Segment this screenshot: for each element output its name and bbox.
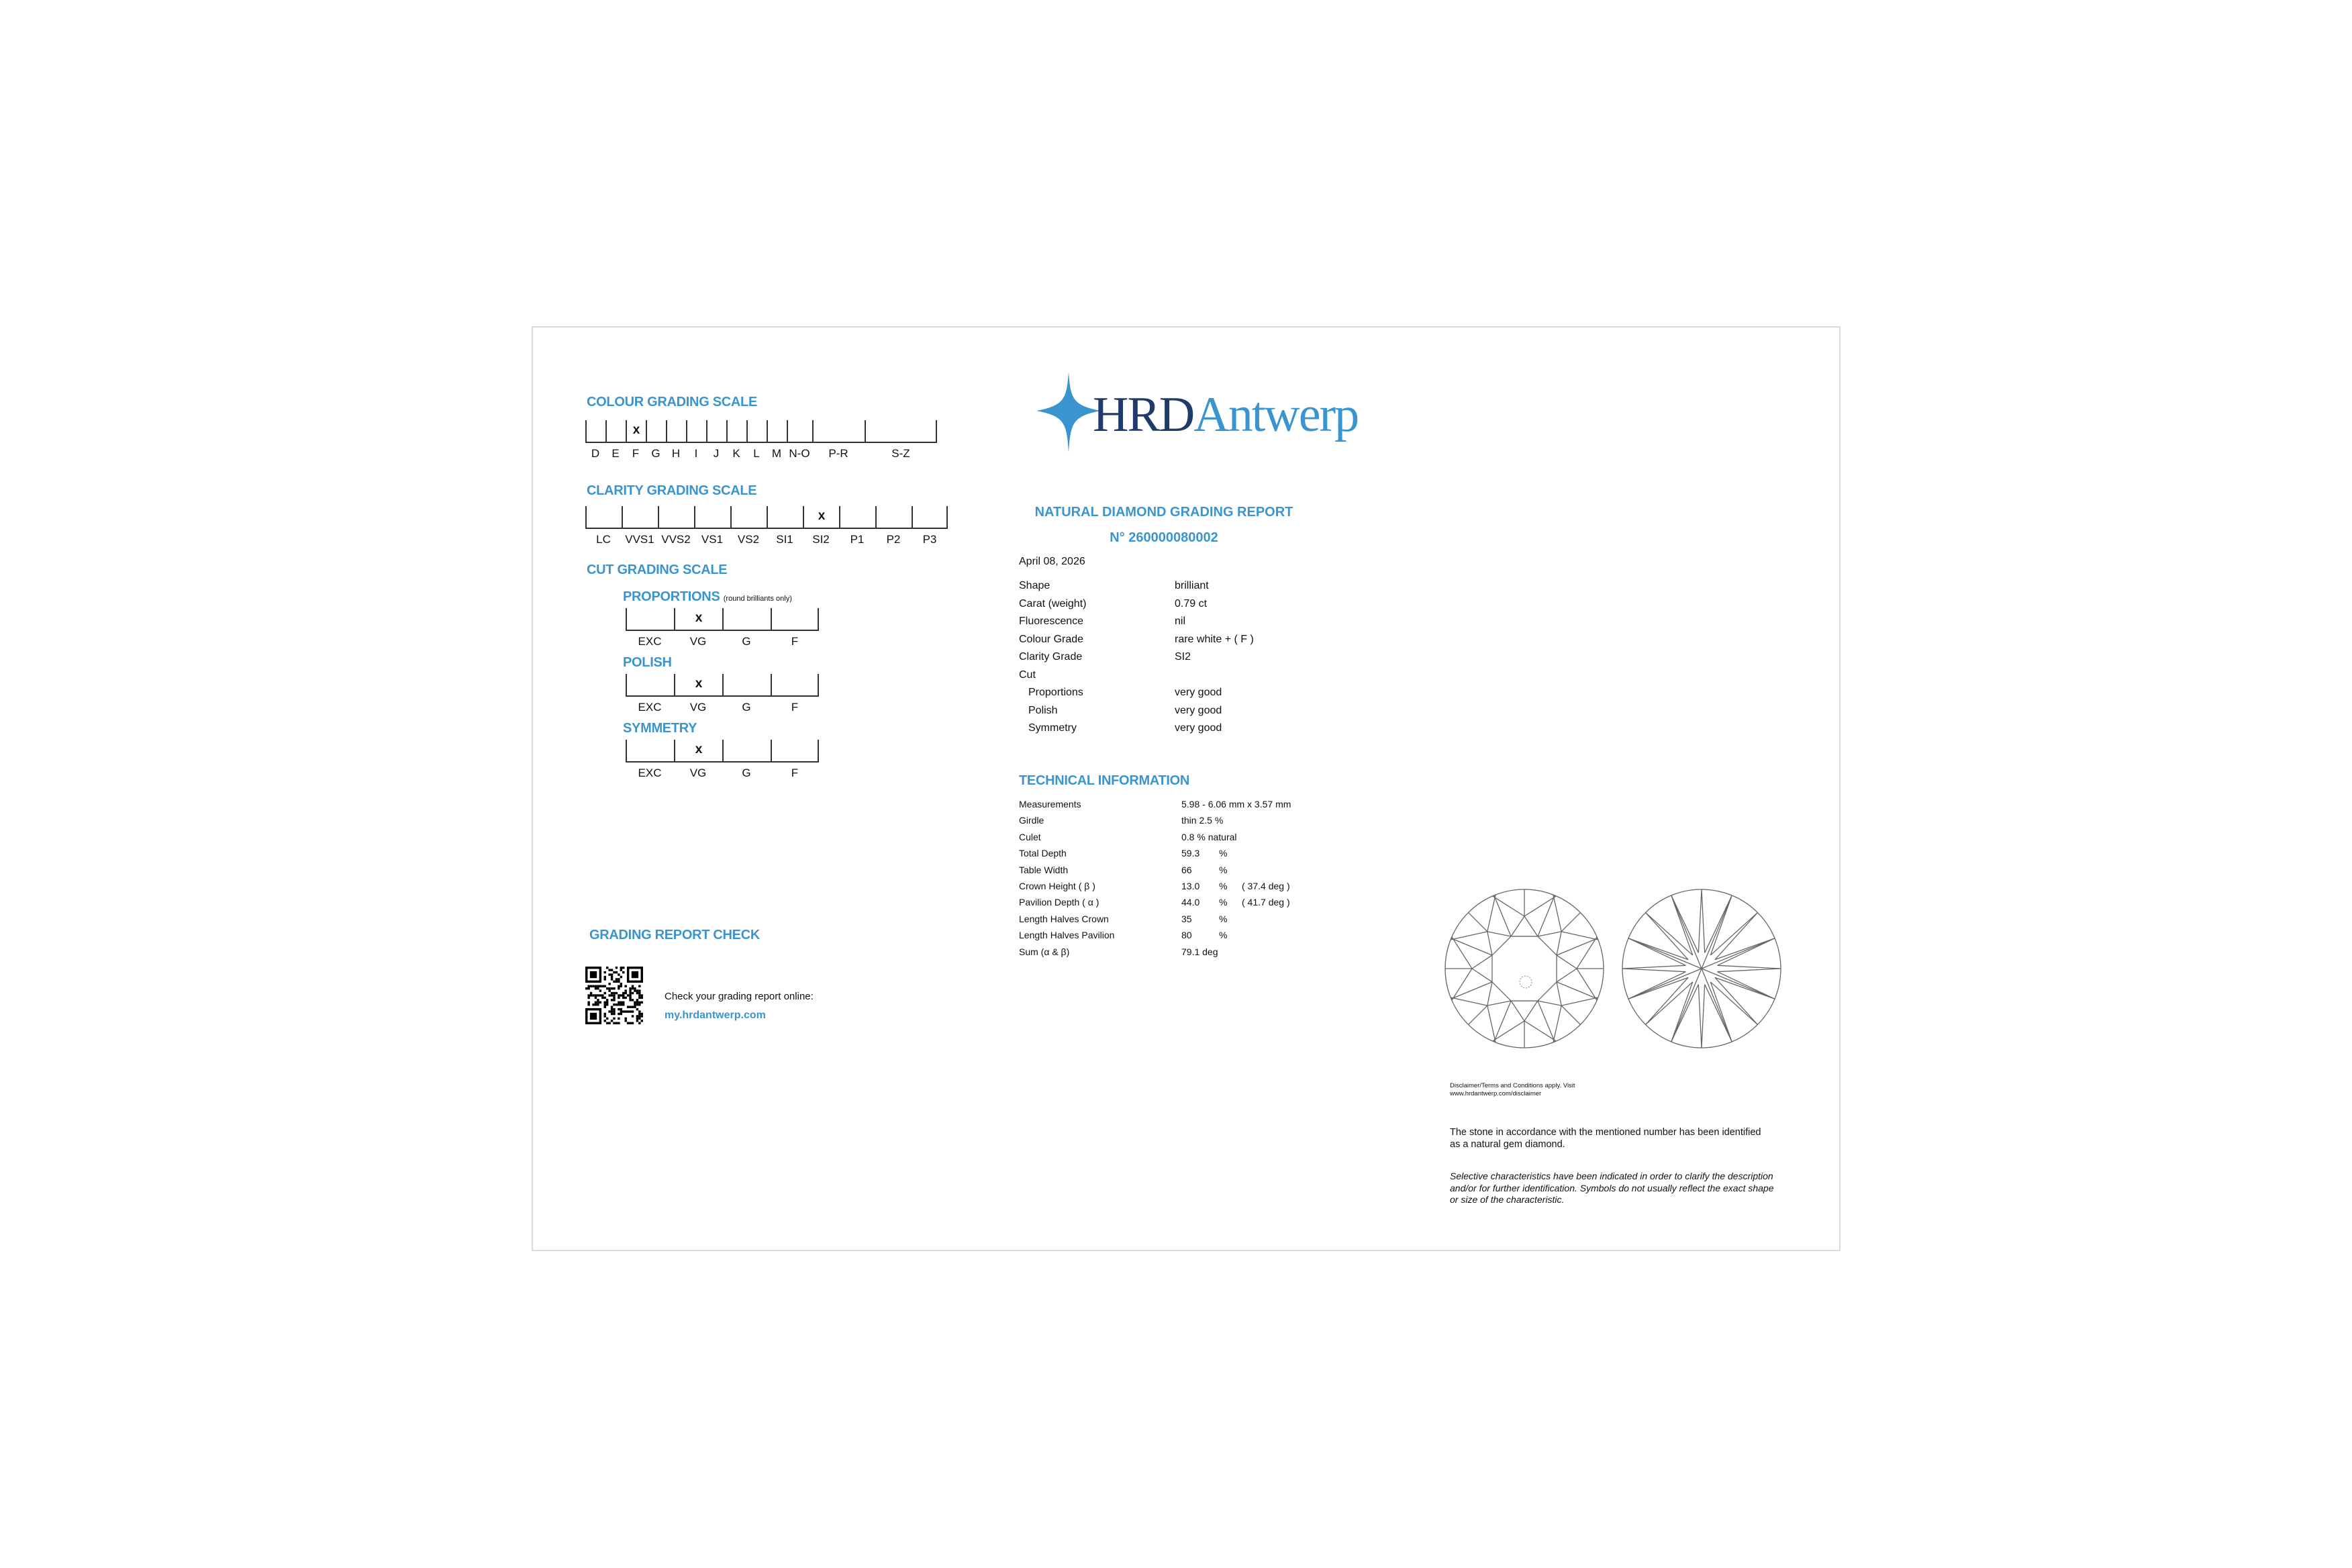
symmetry-scale [626,740,819,780]
report-row-value: nil [1175,616,1186,627]
scale-label-vs2: VS2 [737,533,760,546]
scale-label-vvs1: VVS1 [625,533,654,546]
scale-label-f: F [791,635,799,648]
scale-label-lc: LC [596,533,611,546]
report-row-value: SI2 [1175,651,1191,663]
technical-row [1019,878,1341,894]
proportions-scale [626,608,819,648]
star-logo-icon [1028,372,1102,452]
polish-scale [626,674,819,714]
scale-cell-f [771,740,819,761]
report-row-label: Shape [1019,580,1050,591]
technical-row-label: Pavilion Depth ( α ) [1019,897,1099,908]
scale-cell-g [646,420,666,442]
scale-label-j: J [713,447,720,460]
scale-label-p-r: P-R [828,447,848,460]
scale-mark: x [818,509,826,523]
scale-labels [585,443,937,460]
scale-cell-d [585,420,605,442]
symmetry-title: SYMMETRY [623,721,697,736]
technical-row-value: thin 2.5 % [1181,815,1224,826]
scale-boxes [585,420,937,443]
scale-label-g: G [742,701,751,714]
scale-label-f: F [632,447,640,460]
proportions-label: PROPORTIONS [623,589,720,604]
scale-label-k: K [732,447,740,460]
report-number: N° 260000080002 [1110,530,1218,545]
technical-row [1019,829,1341,845]
characteristics-note: Selective characteristics have been indicated in order to clarify the description and/or for further identification. Symbols do not usually reflect the exact shape or size of the characteristic. [1450,1171,1774,1205]
hrd-antwerp-logo [1028,372,1377,452]
scale-cell-m [767,420,787,442]
scale-label-s-z: S-Z [891,447,910,460]
scale-cell-p2 [875,506,912,528]
scale-cell-e [605,420,626,442]
report-details [1019,577,1287,738]
scale-label-g: G [742,767,751,779]
clarity-scale-title: CLARITY GRADING SCALE [587,483,757,498]
scale-cell-s-z [865,420,937,442]
report-row-label: Clarity Grade [1019,651,1083,663]
scale-labels [585,529,948,546]
technical-row-label: Length Halves Crown [1019,913,1109,924]
technical-row [1019,845,1341,861]
cut-scale-title: CUT GRADING SCALE [587,562,728,577]
check-online-text: Check your grading report online: [665,991,814,1002]
technical-row-label: Total Depth [1019,848,1067,859]
scale-cell-exc [626,608,674,630]
technical-row-value: 0.8 % natural [1181,831,1237,842]
scale-cell-g [722,740,771,761]
technical-row-label: Culet [1019,831,1041,842]
proportions-note: (round brilliants only) [723,595,792,603]
check-online-link[interactable]: my.hrdantwerp.com [665,1010,766,1021]
report-date: April 08, 2026 [1019,556,1085,567]
technical-row-value: 5.98 - 6.06 mm x 3.57 mm [1181,799,1291,810]
scale-cell-vg [674,608,722,630]
scale-cell-f [771,674,819,695]
report-row-label: Symmetry [1028,722,1077,734]
report-row [1019,613,1287,631]
scale-boxes [626,740,819,763]
scale-cell-l [746,420,767,442]
scale-label-l: L [753,447,760,460]
report-row [1019,667,1287,685]
report-row-value: brilliant [1175,580,1209,591]
report-row [1019,577,1287,595]
technical-details [1019,796,1341,960]
scale-label-vg: VG [689,701,707,714]
technical-row-value: 35 [1181,913,1192,924]
scale-label-vg: VG [689,635,707,648]
technical-row [1019,796,1341,812]
technical-row-value: 44.0 [1181,897,1200,908]
report-row-value: rare white + ( F ) [1175,633,1254,645]
scale-labels [626,631,819,648]
scale-label-d: D [591,447,600,460]
scale-cell-vg [674,674,722,695]
technical-row-value: 79.1 deg [1181,946,1218,957]
scale-label-i: I [694,447,698,460]
proportions-title [623,589,792,605]
report-row-label: Fluorescence [1019,616,1084,627]
technical-row [1019,944,1341,960]
inclusion-mark [1520,976,1532,988]
report-row-label: Colour Grade [1019,633,1084,645]
scale-cell-si2 [803,506,839,528]
scale-label-e: E [611,447,620,460]
scale-mark: x [695,677,703,691]
technical-row-value: 66 [1181,864,1192,875]
disclaimer-line-1: Disclaimer/Terms and Conditions apply. Visit [1450,1082,1575,1089]
scale-cell-vg [674,740,722,761]
disclaimer-link[interactable]: www.hrdantwerp.com/disclaimer [1450,1090,1542,1097]
scale-cell-p-r [812,420,865,442]
report-row [1019,631,1287,649]
technical-row [1019,812,1341,828]
scale-cell-g [722,608,771,630]
scale-cell-vs2 [730,506,767,528]
scale-labels [626,763,819,780]
report-row [1019,595,1287,614]
technical-row [1019,927,1341,943]
colour-scale-title: COLOUR GRADING SCALE [587,395,758,409]
scale-labels [626,697,819,714]
scale-label-f: F [791,701,799,714]
qr-code-icon[interactable] [585,967,643,1024]
scale-cell-p1 [839,506,875,528]
scale-label-vvs2: VVS2 [661,533,691,546]
scale-cell-si1 [767,506,803,528]
technical-row [1019,862,1341,878]
technical-row-unit: % [1219,930,1228,941]
technical-row-unit: % [1219,897,1228,908]
report-row-label: Polish [1028,704,1058,716]
report-row [1019,720,1287,738]
report-row-label: Proportions [1028,687,1083,698]
scale-cell-g [722,674,771,695]
scale-label-h: H [671,447,681,460]
technical-row-label: Girdle [1019,815,1044,826]
report-row-value: very good [1175,722,1222,734]
scale-cell-exc [626,740,674,761]
clarity-grading-scale [585,506,948,546]
technical-row-label: Measurements [1019,799,1081,810]
scale-cell-n-o [787,420,812,442]
grading-report-card [532,326,1841,1251]
scale-label-si2: SI2 [812,533,830,546]
technical-row-label: Table Width [1019,864,1069,875]
scale-boxes [626,608,819,631]
logo-text-antwerp: Antwerp [1193,387,1359,442]
report-row [1019,684,1287,702]
scale-cell-vvs2 [658,506,694,528]
identification-text: The stone in accordance with the mentioned number has been identified as a natural gem diamond. [1450,1127,1761,1150]
scale-label-exc: EXC [638,701,662,714]
report-row-value: very good [1175,704,1222,716]
technical-row-unit: % [1219,881,1228,892]
scale-cell-exc [626,674,674,695]
colour-grading-scale [585,420,937,460]
technical-row-unit: % [1219,913,1228,924]
scale-cell-h [666,420,686,442]
scale-label-p3: P3 [922,533,937,546]
technical-row-extra: ( 37.4 deg ) [1242,881,1290,892]
technical-row-value: 80 [1181,930,1192,941]
scale-label-vg: VG [689,767,707,779]
scale-label-vs1: VS1 [701,533,724,546]
scale-label-p1: P1 [850,533,865,546]
report-row [1019,648,1287,667]
crown-diagram [1442,886,1607,1051]
report-row-label: Cut [1019,669,1036,681]
scale-label-m: M [771,447,782,460]
technical-row-label: Sum (α & β) [1019,946,1070,957]
technical-row-value: 13.0 [1181,881,1200,892]
report-row [1019,702,1287,720]
scale-label-exc: EXC [638,767,662,779]
scale-label-g: G [742,635,751,648]
scale-mark: x [695,742,703,756]
technical-row-value: 59.3 [1181,848,1200,859]
technical-row [1019,911,1341,927]
technical-row-label: Crown Height ( β ) [1019,881,1095,892]
technical-row-unit: % [1219,848,1228,859]
scale-boxes [626,674,819,697]
scale-boxes [585,506,948,529]
technical-title: TECHNICAL INFORMATION [1019,773,1190,788]
report-check-title: GRADING REPORT CHECK [589,928,761,942]
scale-cell-f [771,608,819,630]
technical-row-label: Length Halves Pavilion [1019,930,1115,941]
scale-mark: x [632,423,640,437]
scale-label-p2: P2 [886,533,901,546]
scale-cell-vvs1 [622,506,658,528]
scale-cell-j [706,420,726,442]
disclaimer [1450,1082,1575,1098]
technical-row [1019,894,1341,910]
technical-row-extra: ( 41.7 deg ) [1242,897,1290,908]
scale-cell-lc [585,506,622,528]
scale-label-si1: SI1 [776,533,793,546]
scale-label-exc: EXC [638,635,662,648]
logo-text-hrd: HRD [1093,387,1194,442]
technical-row-unit: % [1219,864,1228,875]
scale-cell-vs1 [694,506,730,528]
scale-label-f: F [791,767,799,779]
scale-cell-k [726,420,746,442]
report-row-label: Carat (weight) [1019,597,1087,609]
scale-label-g: G [651,447,660,460]
scale-mark: x [695,611,703,625]
report-row-value: 0.79 ct [1175,597,1208,609]
scale-cell-i [686,420,706,442]
logo-wordmark [1093,387,1358,444]
pavilion-diagram [1619,886,1784,1051]
report-row-value: very good [1175,687,1222,698]
polish-title: POLISH [623,655,672,670]
report-title: NATURAL DIAMOND GRADING REPORT [1034,505,1293,520]
scale-label-n-o: N-O [789,447,810,460]
scale-cell-f [626,420,646,442]
